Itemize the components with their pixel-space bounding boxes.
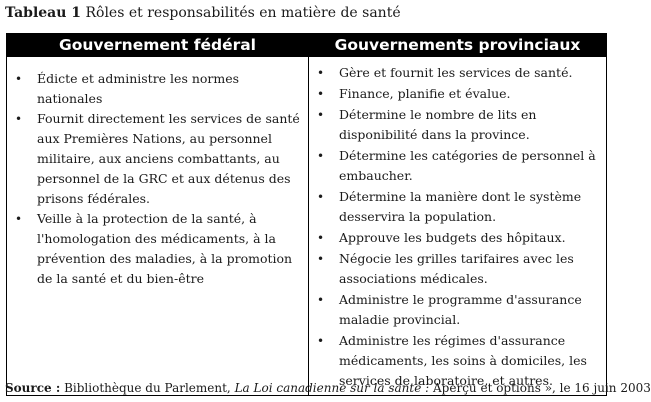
bullet-icon: • [317,252,325,266]
source-publisher: Bibliothèque du Parlement, [64,381,231,395]
bullet-icon: • [317,66,325,80]
federal-item [15,69,302,109]
caption-label: Tableau 1 [5,5,82,21]
bullet-icon: • [15,72,23,86]
federal-item [15,209,302,289]
federal-item-text: Édicte et administre les normes nationales [37,71,240,106]
source-label: Source : [5,381,61,395]
provincial-item [317,63,602,83]
federal-item [15,109,302,209]
provincial-item-text: Administre les régimes d'assurance médicaments, les soins à domiciles, les services de laboratoire, et autres. [339,333,587,388]
bullet-icon: • [317,334,325,348]
provincial-item-text: Détermine le nombre de lits en disponibilité dans la province. [339,107,537,142]
provincial-item-text: Gère et fournit les services de santé. [339,65,573,80]
provincial-item [317,146,602,186]
provincial-item-text: Négocie les grilles tarifaires avec les associations médicales. [339,251,574,286]
provincial-item [317,105,602,145]
bullet-icon: • [15,212,23,226]
provincial-item-text: Détermine la manière dont le système desservira la population. [339,189,582,224]
provincial-list [309,57,606,395]
federal-item-text: Fournit directement les services de santé aux Premières Nations, au personnel militaire, aux anciens combattants, au personnel de la GRC et aux détenus des prisons fédérales. [37,111,300,206]
header-provincial: Gouvernements provinciaux [309,34,607,57]
bullet-icon: • [317,293,325,307]
federal-list [7,57,308,289]
provincial-item [317,187,602,227]
source-rest: Aperçu et options », le 16 juin 2003 [433,381,651,395]
provincial-item [317,290,602,330]
table-body-row [7,57,607,396]
bullet-icon: • [15,112,23,126]
bullet-icon: • [317,149,325,163]
provincial-item-text: Approuve les budgets des hôpitaux. [339,230,566,245]
bullet-icon: • [317,87,325,101]
provincial-item [317,228,602,248]
provincial-item [317,249,602,289]
table-caption [5,3,401,23]
bullet-icon: • [317,231,325,245]
provincial-item-text: Détermine les catégories de personnel à embaucher. [339,148,596,183]
header-federal: Gouvernement fédéral [7,34,309,57]
bullet-icon: • [317,108,325,122]
provincial-item-text: Finance, planifie et évalue. [339,86,511,101]
roles-table [6,33,607,396]
federal-item-text: Veille à la protection de la santé, à l'homologation des médicaments, à la prévention des maladies, à la promotion de la santé et du bien-être [37,211,293,286]
provincial-item-text: Administre le programme d'assurance maladie provincial. [339,292,582,327]
source-title: La Loi canadienne sur la santé : [234,381,430,395]
bullet-icon: • [317,190,325,204]
federal-column [7,57,309,396]
provincial-item [317,84,602,104]
table-header-row [7,34,607,57]
caption-text: Rôles et responsabilités en matière de santé [85,5,401,21]
provincial-column [309,57,607,396]
source-note [5,380,651,396]
